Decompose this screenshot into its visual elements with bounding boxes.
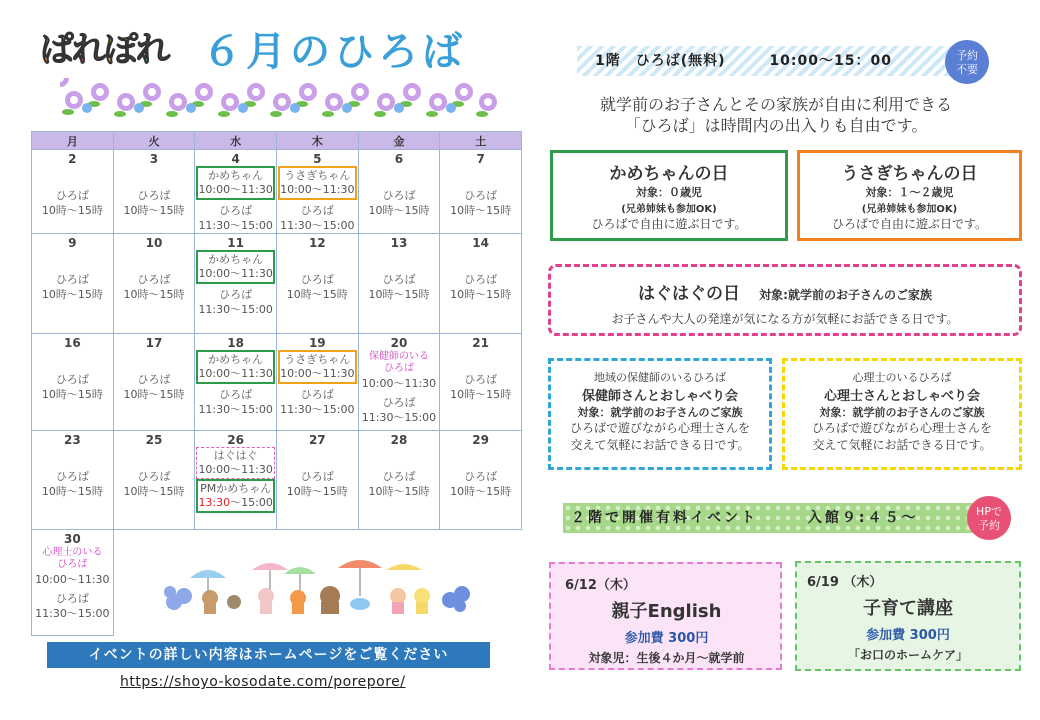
day-number: 3 (149, 152, 159, 166)
hiroba-hours: 10時〜15時 (368, 485, 430, 498)
hiroba-label: ひろば (464, 373, 498, 386)
hiroba-hours: 10時〜15時 (450, 288, 512, 301)
day-number: 19 (308, 336, 326, 350)
hiroba-label: ひろば (382, 273, 416, 286)
event-date: 6/19 （木） (807, 575, 883, 590)
day-number: 2 (68, 152, 77, 166)
calendar-day-cell (195, 150, 277, 234)
floor2-entry-time: 入館９:４５〜 (807, 510, 919, 526)
hiroba-hours: 10時〜15時 (450, 388, 512, 401)
event-line: ひろば (383, 363, 414, 374)
kamechan-day-box (550, 150, 788, 241)
logo-char: れ (72, 30, 104, 70)
calendar-day-cell (113, 431, 195, 530)
hiroba-intro (556, 94, 996, 136)
hiroba-hours: 10時〜15時 (123, 485, 185, 498)
box-title: かめちゃんの日 (609, 164, 729, 184)
event-special-hiroba (360, 350, 439, 376)
event-time (33, 572, 112, 588)
hiroba-label: ひろば (464, 273, 498, 286)
event-fee: 参加費 300円 (624, 631, 709, 646)
event-line: 10:00〜11:30 (198, 267, 273, 280)
calendar-day-cell (113, 334, 195, 431)
event-haguhagu (196, 447, 275, 479)
day-number: 25 (145, 433, 163, 447)
calendar-day-cell (32, 334, 114, 431)
calendar-day-cell (440, 431, 522, 530)
hiroba-label: ひろば (137, 470, 171, 483)
day-number: 23 (63, 433, 81, 447)
parent-child-english-box (549, 562, 782, 670)
box-description: ひろばで自由に遊ぶ日です。 (831, 217, 988, 231)
day-number: 21 (472, 336, 489, 350)
event-line: 10:00〜11:30 (280, 367, 355, 380)
hiroba-hours: 10時〜15時 (368, 288, 430, 301)
box-title: うさぎちゃんの日 (841, 164, 978, 184)
box-title: はぐはぐの日 (638, 284, 741, 304)
badge-line: 不要 (956, 63, 978, 76)
day-number: 18 (227, 336, 244, 350)
box-subtitle: 地域の保健師のいるひろば (594, 371, 726, 384)
day-number: 12 (308, 236, 326, 250)
hiroba-label: ひろば (55, 373, 89, 386)
event-line: かめちゃん (208, 169, 264, 182)
badge-line: 予約 (956, 49, 978, 62)
day-number: 5 (313, 152, 322, 166)
event-line: うさぎちゃん (284, 353, 351, 366)
hiroba-label: ひろば (55, 189, 89, 202)
hiroba-label: ひろば (55, 592, 89, 605)
hiroba-hours: 10時〜15時 (368, 204, 430, 217)
box-description: ひろばで遊びながら心理士さんを (811, 421, 992, 435)
day-number: 6 (394, 152, 404, 166)
calendar-day-cell (276, 150, 358, 234)
hiroba-label: ひろば (382, 396, 416, 409)
event-line: うさぎちゃん (284, 169, 351, 182)
hiroba-label: ひろば (300, 388, 334, 401)
event-target: 対象児：生後４か月〜就学前 (588, 651, 745, 665)
hiroba-hours: 10時〜15時 (286, 485, 348, 498)
calendar-week-row (32, 234, 522, 334)
event-usagichan (278, 350, 357, 384)
calendar-day-cell (358, 150, 440, 234)
floor1-hiroba-bar (577, 46, 953, 76)
event-line: 10:00〜11:30 (198, 367, 273, 380)
calendar-day-cell (276, 234, 358, 334)
calendar-day-cell (113, 150, 195, 234)
calendar-day-cell (195, 431, 277, 530)
hiroba-label: ひろば (219, 388, 253, 401)
calendar-day-cell (358, 431, 440, 530)
hiroba-label: ひろば (55, 273, 89, 286)
event-line: かめちゃん (208, 353, 264, 366)
calendar-day-cell (32, 431, 114, 530)
hiroba-label: ひろば (300, 204, 334, 217)
calendar-week-row (32, 431, 522, 530)
event-line: 10:00〜11:30 (361, 377, 437, 390)
badge-line: HPで (976, 505, 1002, 518)
weekday-fri: 金 (358, 132, 440, 150)
event-line: ひろば (57, 559, 88, 570)
calendar-day-cell (440, 334, 522, 431)
calendar-day-cell (113, 234, 195, 334)
event-target: 「お口のホームケア」 (847, 648, 968, 662)
day-number: 7 (476, 152, 485, 166)
hiroba-label: ひろば (219, 288, 253, 301)
hiroba-hours: 11:30〜15:00 (198, 303, 273, 316)
box-description: ひろばで自由に遊ぶ日です。 (591, 217, 747, 231)
hiroba-label: ひろば (137, 373, 171, 386)
event-details-banner: イベントの詳しい内容はホームページをご覧ください (47, 642, 490, 668)
event-line: 10:00〜11:30 (198, 463, 273, 476)
box-target: 対象:就学前のお子さんのご家族 (759, 288, 932, 302)
event-special-hiroba (33, 546, 112, 572)
event-line: 保健師のいる (368, 351, 429, 362)
box-sibling-note: (兄弟姉妹も参加OK) (621, 204, 717, 215)
hiroba-hours: 10時〜15時 (41, 288, 103, 301)
intro-line: 「ひろば」は時間内の出入りも自由です。 (624, 116, 928, 135)
day-number: 11 (227, 236, 244, 250)
hiroba-hours: 10時〜15時 (123, 204, 185, 217)
calendar-day-cell (276, 431, 358, 530)
day-number: 27 (308, 433, 326, 447)
event-title: 親子English (611, 601, 722, 622)
morning-glory-garland-icon (60, 78, 500, 120)
hiroba-hours: 11:30〜15:00 (198, 219, 273, 232)
hiroba-label: ひろば (55, 470, 89, 483)
intro-line: 就学前のお子さんとその家族が自由に利用できる (599, 95, 952, 114)
calendar-day-cell (440, 150, 522, 234)
weekday-header-row (32, 132, 522, 150)
day-number: 20 (390, 336, 408, 350)
hiroba-hours: 10時〜15時 (286, 288, 348, 301)
hiroba-label: ひろば (300, 273, 334, 286)
logo-char: ぱ (40, 30, 72, 70)
homepage-link[interactable]: https://shoyo-kosodate.com/porepore/ (120, 674, 406, 690)
hiroba-hours: 10時〜15時 (123, 288, 185, 301)
event-line: 10:00〜11:30 (280, 183, 355, 196)
weekday-sat: 土 (440, 132, 522, 150)
day-number: 29 (472, 433, 489, 447)
event-kamechan (196, 250, 275, 284)
box-description: 交えて気軽にお話できる日です。 (570, 438, 750, 452)
day-number: 16 (63, 336, 81, 350)
usagichan-day-box (797, 150, 1022, 241)
day-number: 26 (227, 433, 244, 447)
public-health-nurse-box (548, 358, 772, 470)
event-start-time: 13:30 (198, 496, 231, 509)
psychologist-box (782, 358, 1022, 470)
calendar-week-row (32, 150, 522, 234)
logo-char: れ (136, 30, 168, 70)
floor2-label: ２階で開催有料イベント (571, 510, 758, 526)
weekday-wed: 水 (195, 132, 277, 150)
box-target: 対象：０歳児 (636, 186, 702, 199)
hiroba-hours: 10時〜15時 (41, 204, 103, 217)
box-title: 保健師さんとおしゃべり会 (581, 389, 738, 404)
hiroba-hours: 11:30〜15:00 (198, 403, 273, 416)
page-header (40, 18, 510, 74)
hiroba-hours: 11:30〜15:00 (35, 607, 110, 620)
event-fee: 参加費 300円 (866, 628, 950, 643)
hiroba-label: ひろば (137, 189, 171, 202)
hiroba-hours: 10時〜15時 (41, 485, 103, 498)
event-kamechan (196, 479, 275, 513)
hiroba-label: ひろば (219, 204, 253, 217)
event-title: 子育て講座 (863, 598, 953, 619)
hiroba-hours: 11:30〜15:00 (280, 403, 355, 416)
day-number: 14 (472, 236, 489, 250)
box-sibling-note: (兄弟姉妹も参加OK) (861, 204, 958, 215)
event-kamechan (196, 350, 275, 384)
calendar-day-cell (195, 234, 277, 334)
event-end-time: 〜15:00 (230, 496, 273, 509)
event-date: 6/12（木） (565, 578, 636, 593)
calendar-day-cell (440, 234, 522, 334)
hiroba-hours: 10時〜15時 (450, 485, 512, 498)
hp-reservation-badge (967, 496, 1011, 540)
calendar-day-cell (358, 234, 440, 334)
weekday-thu: 木 (276, 132, 358, 150)
hiroba-hours: 10時〜15時 (41, 388, 103, 401)
calendar-day-cell (276, 334, 358, 431)
event-line: 心理士のいる (42, 547, 103, 558)
hiroba-hours: 11:30〜15:00 (280, 219, 355, 232)
box-description: お子さんや大人の発達が気になる方が気軽にお話できる日です。 (611, 312, 959, 326)
haguhagu-day-box (548, 264, 1022, 336)
floor2-paid-events-bar (563, 503, 978, 533)
hiroba-label: ひろば (464, 189, 498, 202)
weekday-tue: 火 (113, 132, 195, 150)
hiroba-hours: 11:30〜15:00 (361, 411, 437, 424)
floor1-hours: 10:00〜15：00 (769, 53, 892, 69)
hiroba-label: ひろば (382, 470, 416, 483)
event-time (360, 376, 439, 392)
calendar-week-row (32, 334, 522, 431)
logo-char: ぽ (104, 30, 136, 70)
event-line: はぐはぐ (213, 449, 258, 462)
box-subtitle: 心理士のいるひろば (852, 371, 952, 384)
floor1-label: 1階 ひろば(無料) (595, 53, 726, 69)
day-number: 17 (145, 336, 163, 350)
hiroba-label: ひろば (464, 470, 498, 483)
badge-line: 予約 (978, 519, 1000, 532)
event-line: 10:00〜11:30 (198, 183, 273, 196)
box-target: 対象：就学前のお子さんのご家族 (577, 406, 743, 419)
day-number: 4 (231, 152, 240, 166)
parenting-lecture-box (795, 561, 1021, 671)
hiroba-label: ひろば (300, 470, 334, 483)
calendar-day-cell (32, 234, 114, 334)
day-number: 10 (145, 236, 163, 250)
day-number: 13 (390, 236, 408, 250)
hiroba-hours: 10時〜15時 (450, 204, 512, 217)
event-line: 10:00〜11:30 (35, 573, 110, 586)
hiroba-hours: 10時〜15時 (123, 388, 185, 401)
box-description: ひろばで遊びながら心理士さんを (569, 421, 750, 435)
calendar-day-cell (358, 334, 440, 431)
event-line: PMかめちゃん (200, 482, 272, 495)
box-description: 交えて気軽にお話できる日です。 (812, 438, 992, 452)
box-title: 心理士さんとおしゃべり会 (823, 389, 980, 404)
day-number: 30 (63, 532, 81, 546)
no-reservation-badge (945, 40, 989, 84)
hiroba-label: ひろば (137, 273, 171, 286)
hiroba-label: ひろば (382, 189, 416, 202)
calendar-day-cell (32, 530, 114, 636)
event-usagichan (278, 166, 357, 200)
box-target: 対象：１〜２歳児 (865, 186, 954, 199)
calendar-day-cell (32, 150, 114, 234)
box-target: 対象：就学前のお子さんのご家族 (819, 406, 985, 419)
page-title: ６月のひろば (202, 29, 466, 75)
event-line: かめちゃん (208, 253, 264, 266)
day-number: 9 (68, 236, 77, 250)
day-number: 28 (390, 433, 408, 447)
animals-with-umbrellas-illustration (160, 556, 480, 616)
weekday-mon: 月 (32, 132, 114, 150)
porepore-logo (40, 22, 168, 71)
event-kamechan (196, 166, 275, 200)
calendar-day-cell (195, 334, 277, 431)
